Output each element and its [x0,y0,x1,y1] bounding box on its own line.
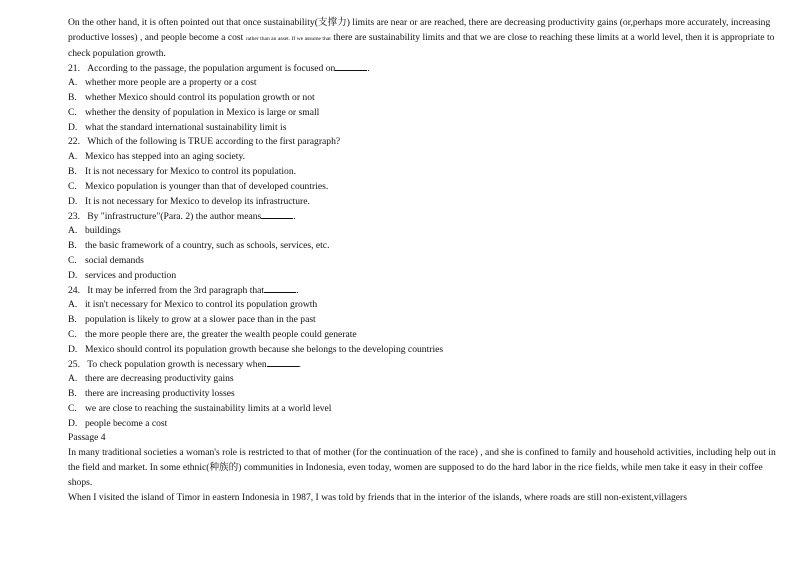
question-number: 23. [68,211,80,223]
option-text: there are increasing productivity losses [85,387,235,399]
answer-option [68,269,784,284]
passage4-paragraph-1: In many traditional societies a woman's role is restricted to that of mother (for the continuation of the race) , and she is confined to family and household activities, including help out in the field and market. In some ethnic(种族的) communities in Indonesia, even today, women are supposed to do the hard labor in the rice fields, while men take it easy in their coffee shops. [68,447,776,488]
option-letter: C. [68,106,77,118]
option-text: Mexico has stepped into an aging society. [85,151,246,163]
option-text: population is likely to grow at a slower pace than in the past [85,313,316,325]
option-text: what the standard international sustainability limit is [85,121,287,133]
answer-option [68,180,784,195]
option-text: the more people there are, the greater the wealth people could generate [85,328,357,340]
question-text: To check population growth is necessary when [87,359,267,371]
document-page [68,16,784,505]
option-text: Mexico should control its population growth because she belongs to the developing countries [85,343,444,355]
question-stem [68,135,784,150]
option-text: buildings [85,225,121,237]
answer-blank [267,357,299,367]
option-letter: A. [68,151,78,163]
passage-heading: Passage 4 [68,432,106,444]
option-text: It is not necessary for Mexico to develop its infrastructure. [85,195,310,207]
option-letter: D. [68,343,78,355]
answer-option [68,150,784,165]
option-letter: C. [68,180,77,192]
question-number: 21. [68,63,80,75]
question-stem [68,61,784,76]
answer-option [68,239,784,254]
question-stem [68,209,784,224]
question-number: 24. [68,285,80,297]
option-text: whether the density of population in Mexico is large or small [85,106,320,118]
question-end: . [296,285,299,297]
question-number: 22. [68,136,80,148]
option-letter: A. [68,373,78,385]
option-text: Mexico population is younger than that of developed countries. [85,180,329,192]
option-letter: C. [68,254,77,266]
question-end: . [298,359,302,371]
option-letter: A. [68,77,78,89]
option-letter: C. [68,402,77,414]
option-letter: D. [68,195,78,207]
question-text: It may be inferred from the 3rd paragraph that [87,285,265,297]
option-text: social demands [85,254,144,266]
answer-option [68,343,784,358]
answer-option [68,417,784,432]
answer-option [68,121,784,136]
question-list [68,61,784,431]
question-text: By "infrastructure"(Para. 2) the author means [87,211,262,223]
option-letter: A. [68,225,78,237]
answer-option [68,195,784,210]
option-text: whether more people are a property or a cost [85,77,257,89]
option-letter: B. [68,239,77,251]
answer-option [68,387,784,402]
question-text: According to the passage, the population argument is focused on [87,63,336,75]
option-text: services and production [85,269,177,281]
question-stem [68,283,784,298]
question-end: . [293,211,296,223]
answer-option [68,106,784,121]
option-letter: B. [68,91,77,103]
answer-option [68,328,784,343]
option-letter: B. [68,165,77,177]
option-text: whether Mexico should control its population growth or not [85,91,315,103]
answer-option [68,224,784,239]
option-text: there are decreasing productivity gains [85,373,234,385]
question-number: 25. [68,359,80,371]
option-text: It is not necessary for Mexico to control its population. [85,165,297,177]
answer-option [68,298,784,313]
answer-option [68,91,784,106]
intro-text-b: there are sustainability limits and that we are close to reaching these limits at a world level, then it is appropriate to check population growth. [68,31,775,59]
answer-option [68,372,784,387]
question-stem [68,357,784,372]
answer-option [68,76,784,91]
answer-option [68,254,784,269]
answer-option [68,402,784,417]
option-letter: C. [68,328,77,340]
intro-paragraph [68,16,784,61]
option-letter: A. [68,299,78,311]
option-letter: B. [68,313,77,325]
answer-option [68,165,784,180]
option-text: the basic framework of a country, such as schools, services, etc. [85,239,330,251]
option-text: we are close to reaching the sustainability limits at a world level [85,402,332,414]
option-letter: D. [68,269,78,281]
option-letter: D. [68,417,78,429]
question-end: . [367,63,370,75]
answer-blank [335,61,367,71]
option-text: people become a cost [85,417,168,429]
question-text: Which of the following is TRUE according to the first paragraph? [87,136,341,148]
intro-text-a: On the other hand, it is often pointed out that once sustainability(支撑力) limits are near or are reached, there are decreasing productivity gains (or,perhaps more accurately, increasing productive losses) , and people become a cost [68,17,771,43]
answer-blank [261,209,293,219]
intro-small-text: rather than an asset. If we assume that [245,35,331,42]
answer-option [68,313,784,328]
option-text: it isn't necessary for Mexico to control its population growth [85,299,318,311]
passage4-paragraph-2: When I visited the island of Timor in eastern Indonesia in 1987, I was told by friends that in the interior of the islands, where roads are still non-existent,villagers [68,491,687,503]
option-letter: D. [68,121,78,133]
answer-blank [264,283,296,293]
option-letter: B. [68,387,77,399]
